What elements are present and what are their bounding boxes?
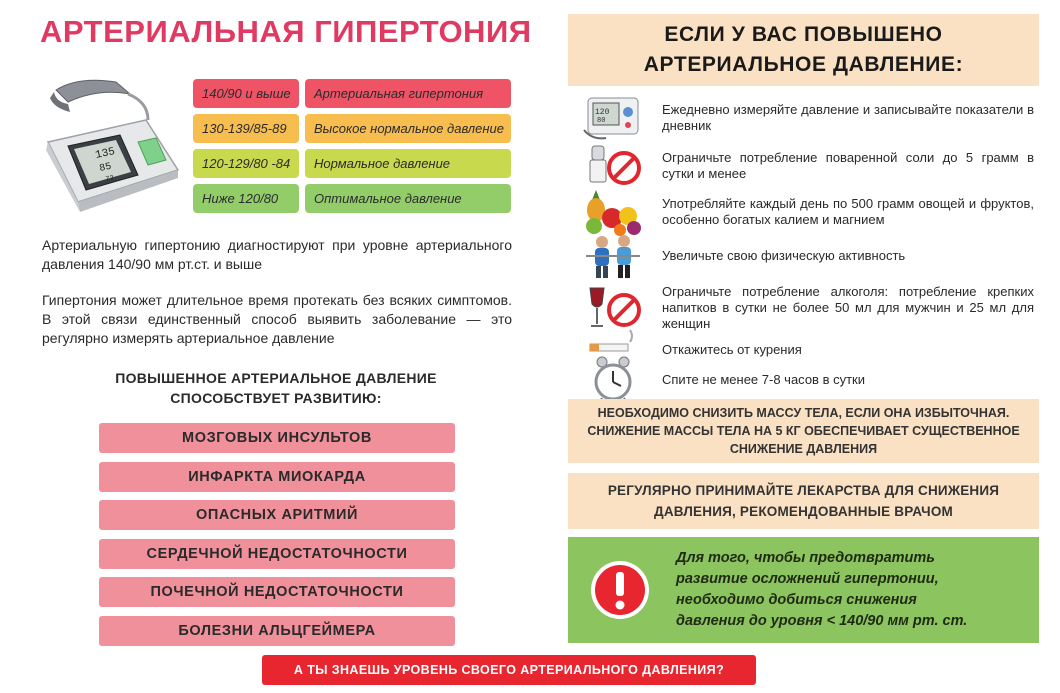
tips-header-line2: АРТЕРИАЛЬНОЕ ДАВЛЕНИЕ: [643,53,964,76]
device-pulse: 72 [104,174,115,184]
tip-text: Ограничьте потребление алкоголя: потребление крепких напитков в сутки не более 50 мл для мужчин и 25 мл для женщин [662,284,1034,331]
diseases-list [99,423,455,654]
alert-line1: Для того, чтобы предотвратить [676,550,935,566]
bp-row [193,114,511,143]
weight-loss-box [568,399,1039,463]
device-diastolic: 85 [98,161,113,175]
weight-line1: НЕОБХОДИМО СНИЗИТЬ МАССУ ТЕЛА, ЕСЛИ ОНА ИЗБЫТОЧНАЯ. [597,406,1010,420]
tip-item [580,356,1034,404]
bottom-question-banner: А ТЫ ЗНАЕШЬ УРОВЕНЬ СВОЕГО АРТЕРИАЛЬНОГО ДАВЛЕНИЯ? [262,655,756,685]
alert-line3: необходимо добиться снижения [676,592,917,608]
disease-item: ИНФАРКТА МИОКАРДА [99,462,455,492]
target-pressure-box [568,537,1039,643]
device-systolic: 135 [94,146,117,162]
fruits-vegetables-icon [582,188,644,236]
no-salt-icon [582,142,644,190]
tip-text: Откажитесь от курения [662,342,802,357]
alert-line4: давления до уровня < 140/90 мм рт. ст. [676,613,968,629]
meds-line2: ДАВЛЕНИЯ, РЕКОМЕНДОВАННЫЕ ВРАЧОМ [654,504,953,519]
contributes-heading [60,368,492,408]
symptoms-paragraph: Гипертония может длительное время протекать без всяких симптомов. В этой связи единственный способ выявить заболевание — это регулярно измерять артериальное давление [42,292,512,346]
no-alcohol-icon [582,284,644,332]
bp-range: 140/90 и выше [193,79,299,108]
blood-pressure-monitor-icon [582,94,644,142]
tip-text: Ежедневно измеряйте давление и записывайте показатели в дневник [662,102,1034,133]
disease-item: БОЛЕЗНИ АЛЬЦГЕЙМЕРА [99,616,455,646]
svg-text:120: 120 [595,108,610,117]
blood-pressure-levels-table [193,79,511,219]
tip-text: Ограничьте потребление поваренной соли до 5 грамм в сутки и менее [662,150,1034,181]
disease-item: МОЗГОВЫХ ИНСУЛЬТОВ [99,423,455,453]
svg-text:80: 80 [597,117,606,125]
page-title: АРТЕРИАЛЬНАЯ ГИПЕРТОНИЯ [40,14,532,49]
tip-item [580,188,1034,236]
exercise-icon [582,232,644,280]
bp-label: Артериальная гипертония [305,79,511,108]
exclamation-icon [590,560,650,620]
tips-header [568,14,1039,86]
disease-item: СЕРДЕЧНОЙ НЕДОСТАТОЧНОСТИ [99,539,455,569]
tip-item [580,94,1034,142]
tips-header-line1: ЕСЛИ У ВАС ПОВЫШЕНО [664,23,943,46]
medication-box [568,473,1039,529]
tip-text: Увеличьте свою физическую активность [662,248,906,263]
weight-line3: СНИЖЕНИЕ ДАВЛЕНИЯ [729,442,878,456]
tip-text: Употребляйте каждый день по 500 грамм овощей и фруктов, особенно богатых калием и магнием [662,196,1034,227]
bp-label: Нормальное давление [305,149,511,178]
tip-item [580,284,1034,332]
tip-text: Спите не менее 7-8 часов в сутки [662,372,865,387]
bp-row [193,149,511,178]
bp-row [193,79,511,108]
bp-range: Ниже 120/80 [193,184,299,213]
disease-item: ОПАСНЫХ АРИТМИЙ [99,500,455,530]
alert-line2: развитие осложнений гипертонии, [676,571,939,587]
meds-line1: РЕГУЛЯРНО ПРИНИМАЙТЕ ЛЕКАРСТВА ДЛЯ СНИЖЕНИЯ [607,483,1000,498]
bp-label: Оптимальное давление [305,184,511,213]
tip-item [580,232,1034,280]
contributes-line2: СПОСОБСТВУЕТ РАЗВИТИЮ: [170,390,382,406]
diagnosis-paragraph: Артериальную гипертонию диагностируют при уровне артериального давления 140/90 мм рт.ст. и выше [42,237,512,272]
weight-line2: СНИЖЕНИЕ МАССЫ ТЕЛА НА 5 КГ ОБЕСПЕЧИВАЕТ СУЩЕСТВЕННОЕ [587,424,1020,438]
bp-range: 120-129/80 -84 [193,149,299,178]
blood-pressure-monitor-device [38,72,188,222]
disease-item: ПОЧЕЧНОЙ НЕДОСТАТОЧНОСТИ [99,577,455,607]
contributes-line1: ПОВЫШЕННОЕ АРТЕРИАЛЬНОЕ ДАВЛЕНИЕ [115,370,437,386]
bp-row [193,184,511,213]
alarm-clock-icon [582,356,644,404]
bp-range: 130-139/85-89 [193,114,299,143]
bp-label: Высокое нормальное давление [305,114,511,143]
tip-item [580,142,1034,190]
